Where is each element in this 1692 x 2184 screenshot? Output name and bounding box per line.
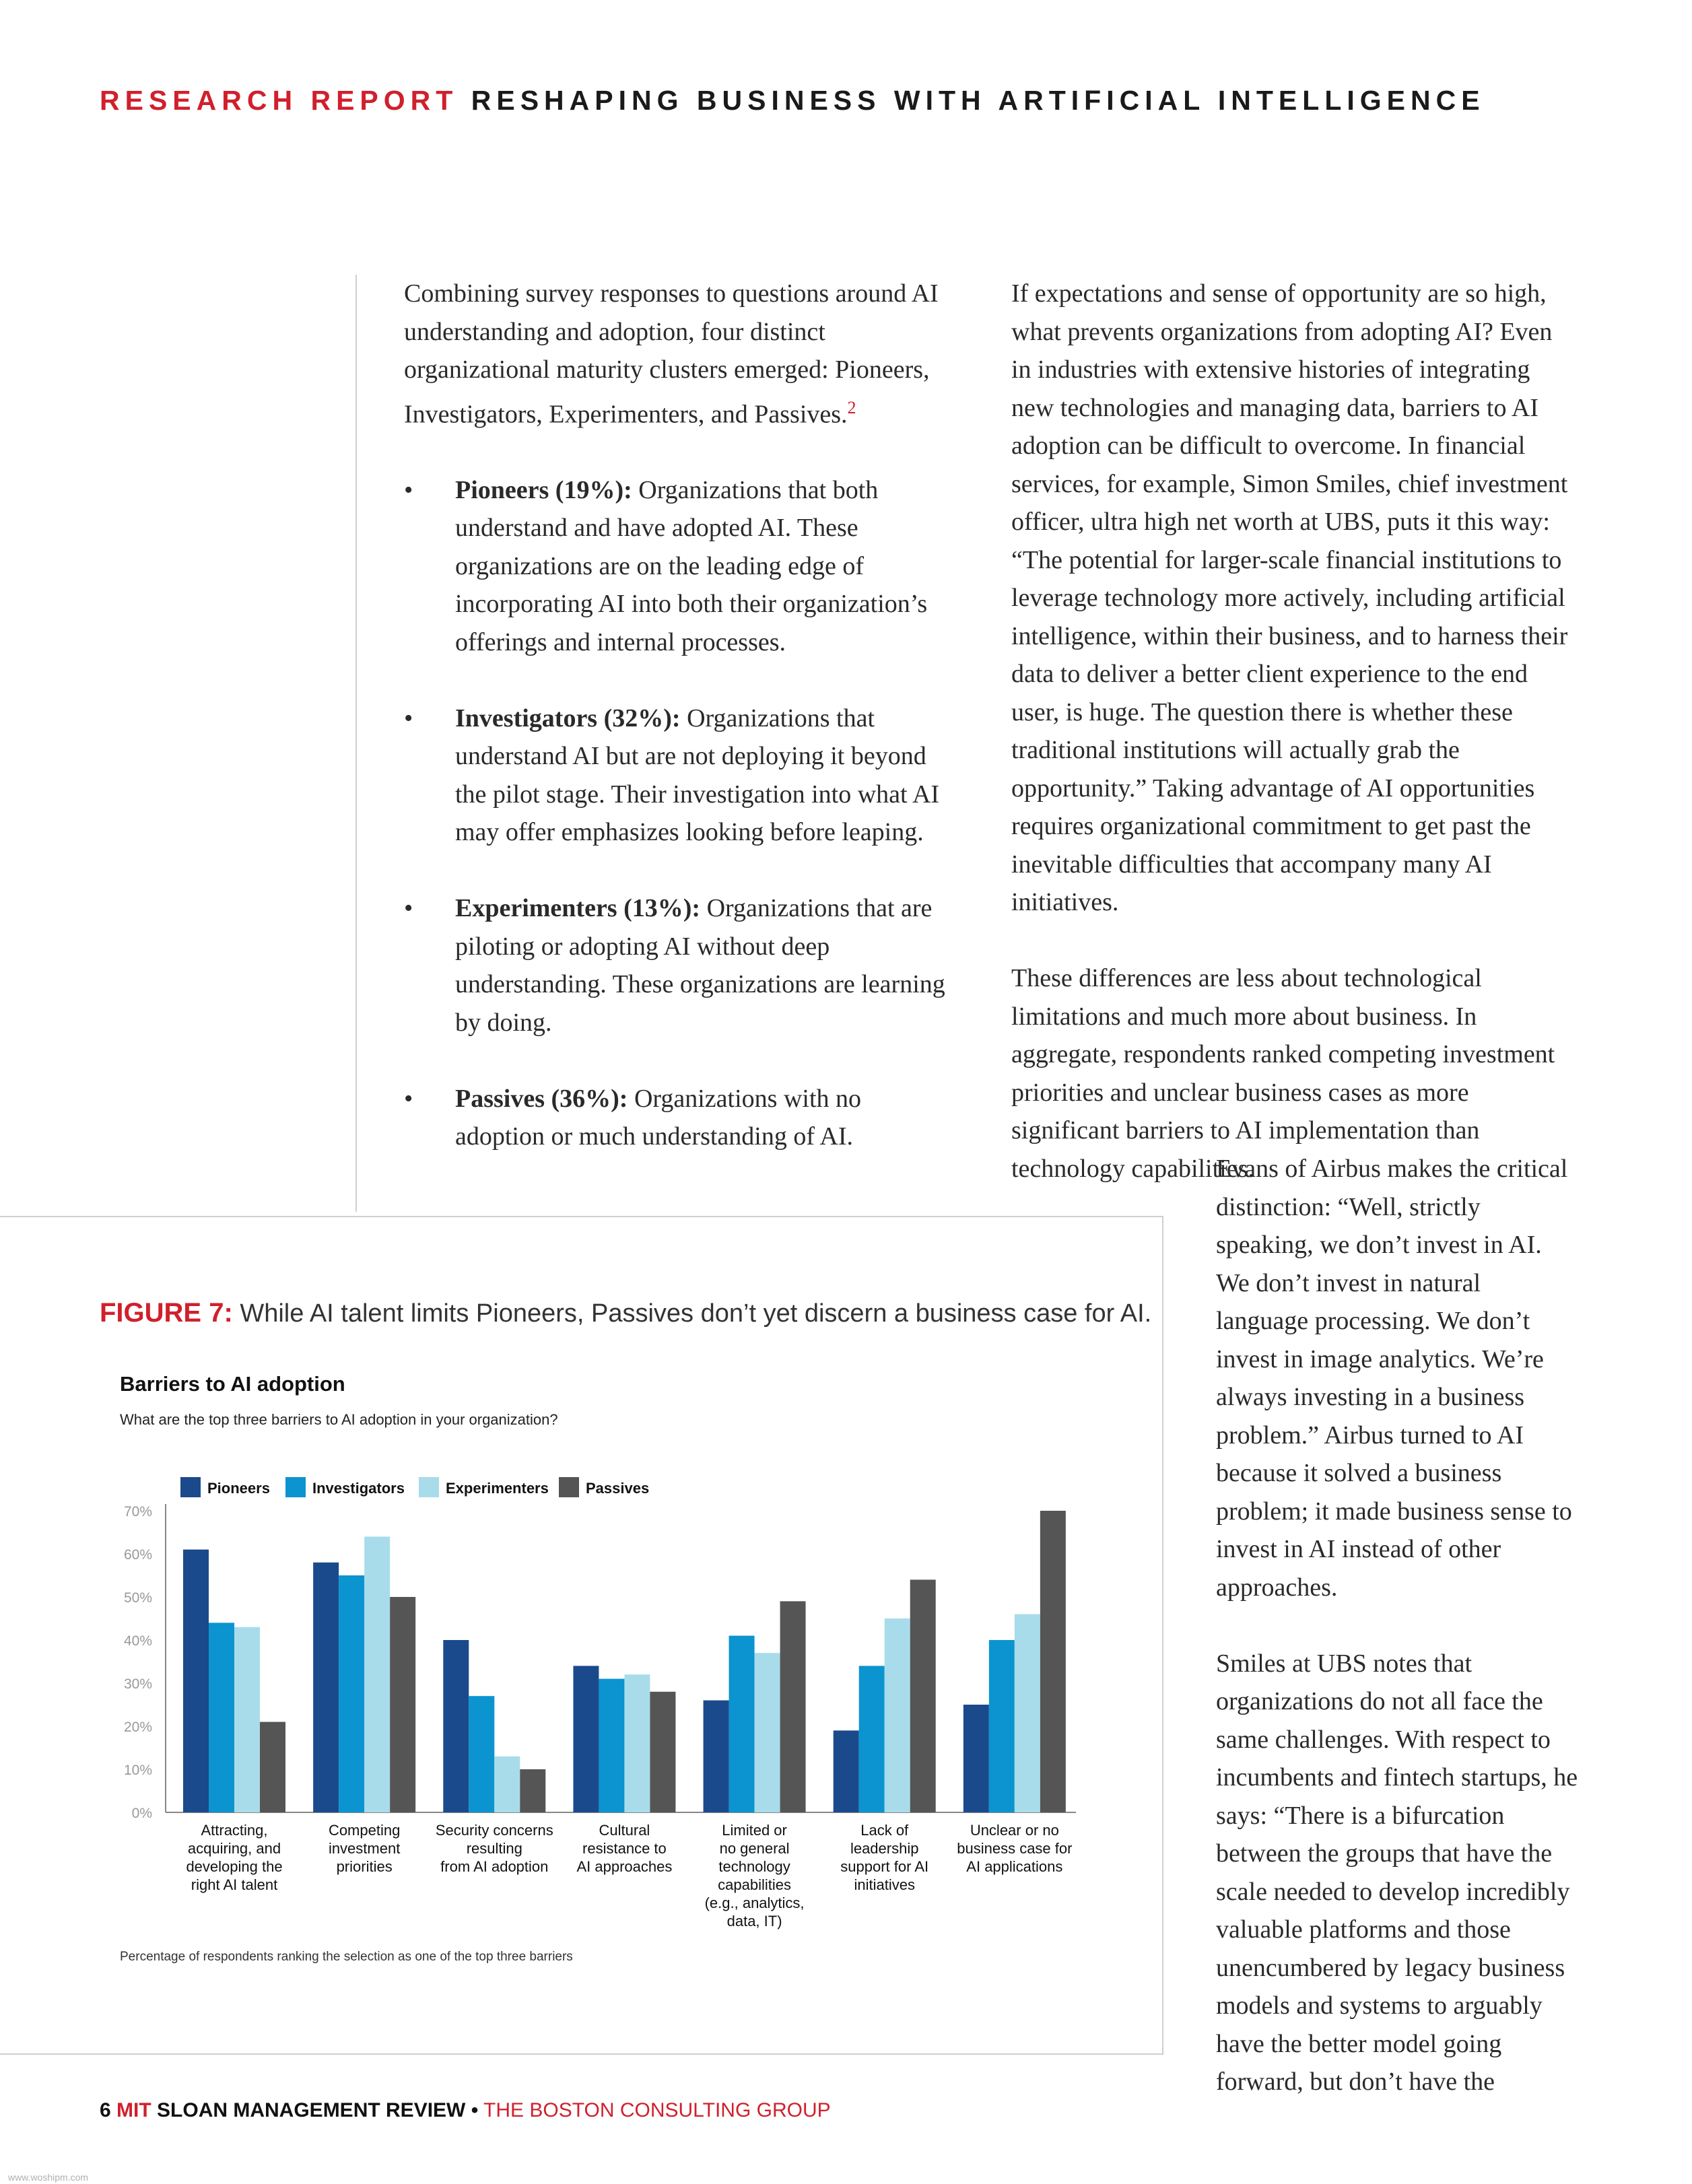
header-section: RESEARCH REPORT	[100, 85, 459, 116]
x-tick-label: resistance to	[582, 1840, 667, 1857]
chart-subtitle: What are the top three barriers to AI adoption in your organization?	[120, 1411, 558, 1428]
x-tick-label: priorities	[336, 1858, 393, 1875]
footer-mit: MIT	[116, 2099, 151, 2121]
bar	[1040, 1511, 1066, 1812]
x-tick-label: AI approaches	[576, 1858, 673, 1875]
left-column	[404, 275, 956, 1194]
legend-label: Investigators	[312, 1480, 405, 1497]
bar	[704, 1701, 729, 1812]
legend-swatch	[180, 1477, 201, 1497]
bullet-icon: •	[404, 1084, 413, 1113]
body-paragraph: Smiles at UBS notes that organizations do not all face the same challenges. With respect to incumbents and fintech startups, he says: “There is a bifurcation between the groups that have the scale needed to develop incredibly valuable platforms and those unencumbered by legacy business models and systems to arguably have the better model going forward, but don’t have the	[1216, 1649, 1578, 2096]
y-tick-label: 60%	[123, 1547, 152, 1563]
x-tick-label: investment	[328, 1840, 401, 1857]
middle-column	[1011, 275, 1578, 1226]
bar	[209, 1623, 234, 1812]
x-tick-label: resulting	[466, 1840, 522, 1857]
bar	[729, 1636, 755, 1812]
bar	[234, 1627, 260, 1812]
bar	[443, 1640, 469, 1812]
x-tick-label: Competing	[328, 1822, 401, 1839]
legend-label: Pioneers	[207, 1480, 270, 1497]
footer-separator: •	[471, 2099, 479, 2121]
bar	[494, 1756, 520, 1812]
legend-label: Experimenters	[446, 1480, 549, 1497]
legend-swatch	[285, 1477, 306, 1497]
bullet-icon: •	[404, 894, 413, 923]
legend-label: Passives	[586, 1480, 650, 1497]
page-number: 6	[100, 2099, 111, 2121]
running-header	[100, 85, 1485, 116]
barriers-bar-chart	[0, 1468, 1158, 1952]
bar	[624, 1674, 650, 1812]
legend-swatch	[419, 1477, 439, 1497]
figure-label: FIGURE 7:	[100, 1298, 233, 1328]
x-tick-label: Lack of	[860, 1822, 909, 1839]
bar	[183, 1550, 209, 1812]
bar	[520, 1769, 545, 1812]
bar	[834, 1730, 859, 1812]
column-divider	[356, 275, 357, 1212]
footer-partner: THE BOSTON CONSULTING GROUP	[483, 2099, 831, 2121]
x-tick-label: leadership	[850, 1840, 919, 1857]
x-tick-label: Attracting,	[201, 1822, 268, 1839]
x-tick-label: Security concerns	[435, 1822, 553, 1839]
bar	[963, 1705, 989, 1812]
list-item: • Investigators (32%): Organizations that understand AI but are not deploying it beyond the pilot stage. Their investigation into what AI may offer emphasizes looking before leaping.	[404, 699, 956, 852]
legend-swatch	[559, 1477, 579, 1497]
x-tick-label: AI applications	[966, 1858, 1063, 1875]
x-tick-label: acquiring, and	[187, 1840, 281, 1857]
footnote-marker: 2	[847, 397, 856, 417]
intro-paragraph: Combining survey responses to questions around AI understanding and adoption, four distinct organizational maturity clusters emerged: Pioneers, Investigators, Experimenters, and Passives.$^2$	[404, 279, 939, 429]
x-tick-label: Limited or	[722, 1822, 787, 1839]
body-paragraph: Evans of Airbus makes the critical distinction: “Well, strictly speaking, we don’t invest in AI. We don’t invest in natural language processing. We don’t invest in image analytics. We’re always investing in a business problem.” Airbus turned to AI because it solved a business problem; it made business sense to invest in AI instead of other approaches.	[1216, 1155, 1572, 1602]
bar	[989, 1640, 1015, 1812]
y-tick-label: 50%	[123, 1590, 152, 1606]
x-tick-label: technology	[718, 1858, 790, 1875]
body-paragraph: If expectations and sense of opportunity are so high, what prevents organizations from adopting AI? Even in industries with extensive histories of integrating new technologies and managing data, barriers to AI adoption can be difficult to overcome. In financial services, for example, Simon Smiles, chief investment officer, ultra high net worth at UBS, puts it this way: “The potential for larger-scale financial institutions to leverage technology more actively, including artificial intelligence, within their business, and to harness their data to deliver a better client experience to the end user, is huge. The question there is whether these traditional institutions will actually grab the opportunity.” Taking advantage of AI opportunities requires organizational commitment to get past the inevitable difficulties that accompany many AI initiatives.	[1011, 279, 1568, 916]
x-tick-label: right AI talent	[191, 1876, 278, 1893]
x-tick-label: business case for	[957, 1840, 1073, 1857]
chart-title: Barriers to AI adoption	[120, 1372, 345, 1396]
bar	[1015, 1614, 1040, 1812]
bar	[650, 1692, 675, 1812]
right-column	[1216, 1150, 1578, 2139]
list-item: • Passives (36%): Organizations with no adoption or much understanding of AI.	[404, 1080, 956, 1156]
bar	[885, 1618, 910, 1812]
x-tick-label: Cultural	[599, 1822, 650, 1839]
bar	[260, 1722, 285, 1812]
bar	[780, 1601, 806, 1812]
bar	[755, 1653, 780, 1812]
bar	[910, 1579, 936, 1812]
x-tick-label: support for AI	[840, 1858, 929, 1875]
y-tick-label: 40%	[123, 1633, 152, 1649]
y-tick-label: 0%	[131, 1806, 152, 1821]
y-tick-label: 70%	[123, 1504, 152, 1520]
bar	[599, 1679, 624, 1812]
bar	[390, 1597, 415, 1812]
bar	[573, 1666, 599, 1812]
x-tick-label: capabilities	[718, 1876, 791, 1893]
x-tick-label: from AI adoption	[440, 1858, 549, 1875]
figure-caption: While AI talent limits Pioneers, Passives don’t yet discern a business case for AI.	[240, 1299, 1152, 1328]
bar	[364, 1536, 390, 1812]
y-tick-label: 30%	[123, 1676, 152, 1692]
figure-title	[100, 1298, 1151, 1328]
x-tick-label: developing the	[186, 1858, 283, 1875]
maturity-cluster-list	[404, 471, 956, 1156]
footer-publication: SLOAN MANAGEMENT REVIEW	[157, 2099, 466, 2121]
bar	[859, 1666, 885, 1812]
watermark: www.woshipm.com	[8, 2172, 89, 2183]
x-tick-label: Unclear or no	[970, 1822, 1059, 1839]
body-paragraph: These differences are less about technological limitations and much more about business. In aggregate, respondents ranked competing investment priorities and unclear business cases as more significant barriers to AI implementation than technology capabilities.	[1011, 964, 1555, 1183]
x-tick-label: (e.g., analytics,	[704, 1895, 805, 1911]
list-item: • Experimenters (13%): Organizations that are piloting or adopting AI without deep understanding. These organizations are learning by doing.	[404, 889, 956, 1042]
header-title: RESHAPING BUSINESS WITH ARTIFICIAL INTELLIGENCE	[471, 85, 1485, 116]
bar	[469, 1696, 494, 1812]
page-footer	[100, 2099, 831, 2122]
bar	[339, 1575, 364, 1812]
list-item: • Pioneers (19%): Organizations that both understand and have adopted AI. These organizations are on the leading edge of incorporating AI into both their organization’s offerings and internal processes.	[404, 471, 956, 662]
x-tick-label: data, IT)	[726, 1913, 782, 1930]
x-tick-label: initiatives	[854, 1876, 915, 1893]
bullet-icon: •	[404, 475, 413, 504]
x-tick-label: no general	[719, 1840, 790, 1857]
bullet-icon: •	[404, 704, 413, 732]
bar	[313, 1563, 339, 1812]
y-tick-label: 10%	[123, 1763, 152, 1778]
y-tick-label: 20%	[123, 1719, 152, 1735]
chart-note: Percentage of respondents ranking the selection as one of the top three barriers	[120, 1950, 573, 1964]
